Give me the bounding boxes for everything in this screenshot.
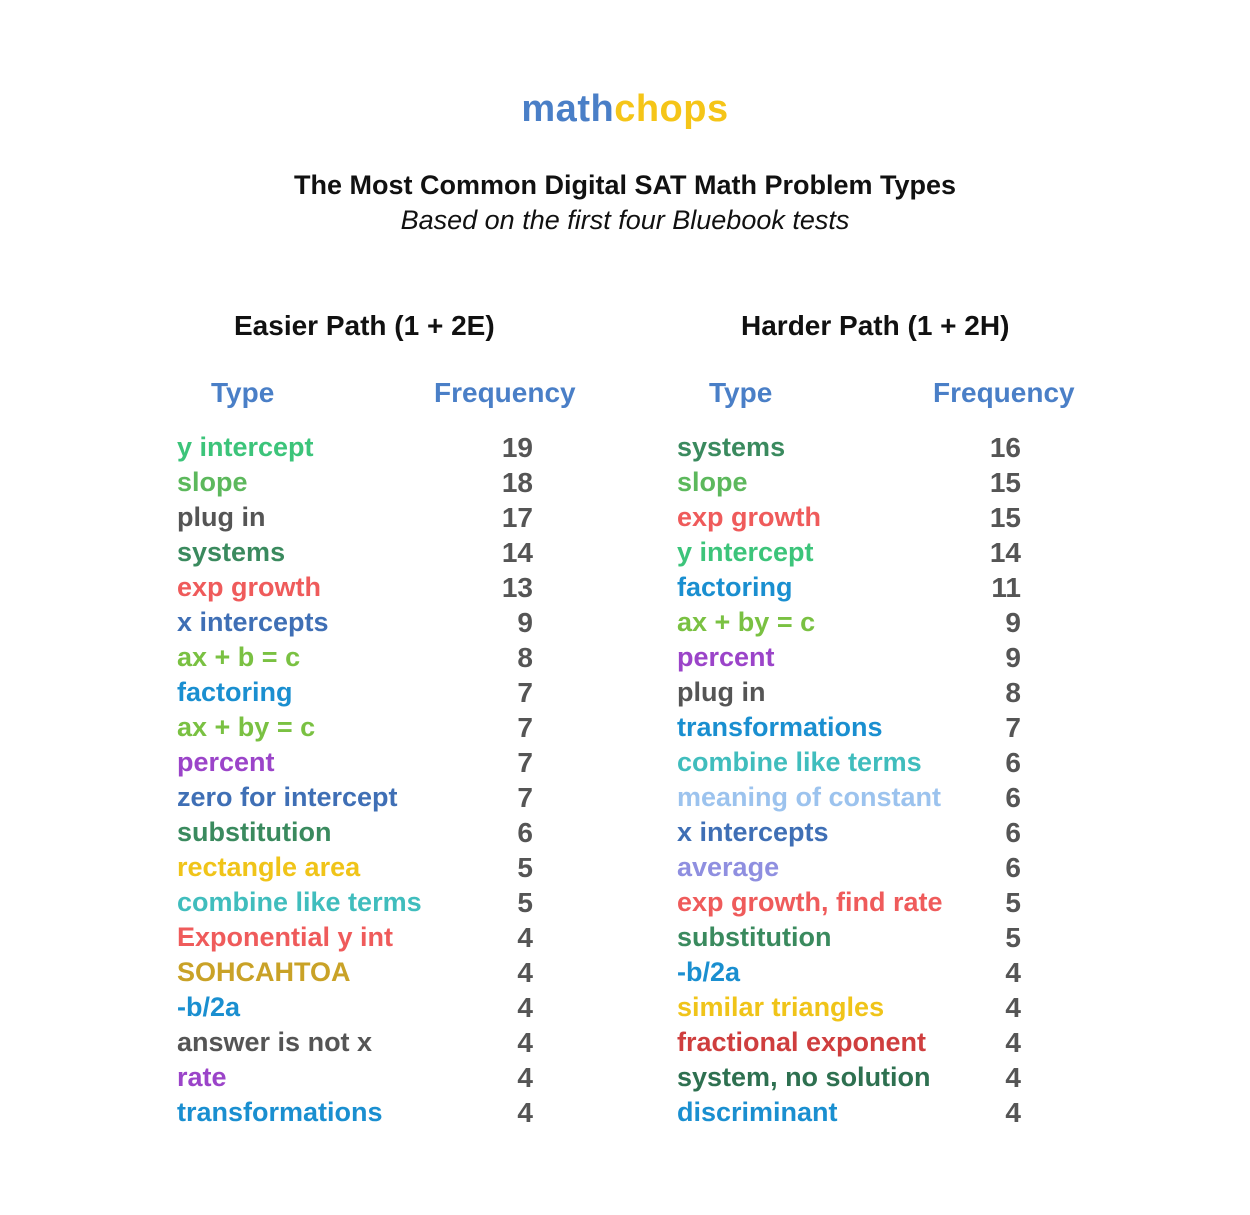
problem-type: transformations [177, 1097, 383, 1127]
table-row [177, 605, 537, 640]
table-row [177, 885, 537, 920]
frequency-value: 7 [517, 747, 533, 778]
table-row [177, 1095, 537, 1130]
problem-type: slope [677, 467, 748, 497]
problem-type: combine like terms [177, 887, 422, 917]
table-row [177, 920, 537, 955]
table-row [677, 465, 1037, 500]
problem-type: answer is not x [177, 1027, 373, 1057]
logo [0, 88, 1250, 131]
frequency-value: 9 [1005, 642, 1021, 673]
table-row [677, 850, 1037, 885]
frequency-value: 4 [1005, 1062, 1021, 1093]
table-row [677, 570, 1037, 605]
frequency-value: 8 [1005, 677, 1021, 708]
problem-type: discriminant [677, 1097, 838, 1127]
table-row [677, 710, 1037, 745]
table-row [677, 535, 1037, 570]
easier-path-table [177, 430, 537, 1130]
table-row [677, 815, 1037, 850]
table-row [677, 1060, 1037, 1095]
frequency-value: 15 [989, 467, 1021, 498]
frequency-value: 4 [1005, 957, 1021, 988]
table-row [177, 815, 537, 850]
problem-type: substitution [177, 817, 332, 847]
problem-type: SOHCAHTOA [177, 957, 351, 987]
table-row [177, 850, 537, 885]
problem-type: plug in [177, 502, 266, 532]
page-title: The Most Common Digital SAT Math Problem Types [293, 170, 957, 200]
frequency-value: 4 [517, 1027, 533, 1058]
table-row [677, 1095, 1037, 1130]
frequency-value: 14 [989, 537, 1021, 568]
problem-type: Exponential y int [177, 922, 394, 952]
easier-frequency-header: Frequency [434, 377, 576, 408]
table-row [677, 1025, 1037, 1060]
frequency-value: 5 [1005, 887, 1021, 918]
problem-type: fractional exponent [677, 1027, 927, 1057]
table-row [177, 675, 537, 710]
harder-path-table [677, 430, 1037, 1130]
harder-type-header: Type [709, 377, 773, 408]
table-row [677, 430, 1037, 465]
table-row [177, 465, 537, 500]
table-row [677, 640, 1037, 675]
table-row [177, 745, 537, 780]
table-row [177, 1060, 537, 1095]
frequency-value: 5 [517, 887, 533, 918]
frequency-value: 4 [517, 922, 533, 953]
problem-type: combine like terms [677, 747, 922, 777]
problem-type: x intercepts [177, 607, 329, 637]
frequency-value: 5 [1005, 922, 1021, 953]
table-row [177, 500, 537, 535]
problem-type: slope [177, 467, 248, 497]
problem-type: exp growth [177, 572, 322, 602]
frequency-value: 9 [517, 607, 533, 638]
frequency-value: 4 [1005, 1097, 1021, 1128]
problem-type: y intercept [177, 432, 314, 462]
table-row [677, 500, 1037, 535]
frequency-value: 16 [989, 432, 1021, 463]
frequency-value: 4 [517, 957, 533, 988]
table-row [177, 535, 537, 570]
table-row [177, 570, 537, 605]
problem-type: zero for intercept [177, 782, 398, 812]
table-row [677, 885, 1037, 920]
frequency-value: 4 [1005, 1027, 1021, 1058]
table-row [177, 990, 537, 1025]
frequency-value: 8 [517, 642, 533, 673]
table-row [677, 745, 1037, 780]
frequency-value: 7 [517, 712, 533, 743]
table-row [677, 955, 1037, 990]
problem-type: factoring [177, 677, 293, 707]
problem-type: system, no solution [677, 1062, 931, 1092]
frequency-value: 6 [517, 817, 533, 848]
easier-path-heading: Easier Path (1 + 2E) [234, 310, 495, 341]
problem-type: transformations [677, 712, 883, 742]
frequency-value: 9 [1005, 607, 1021, 638]
problem-type: average [677, 852, 780, 882]
problem-type: exp growth [677, 502, 822, 532]
table-row [677, 920, 1037, 955]
problem-type: systems [177, 537, 286, 567]
problem-type: rectangle area [177, 852, 361, 882]
logo-chops: chops [614, 88, 729, 130]
problem-type: -b/2a [177, 992, 241, 1022]
problem-type: rate [177, 1062, 227, 1092]
frequency-value: 4 [1005, 992, 1021, 1023]
problem-type: x intercepts [677, 817, 829, 847]
problem-type: percent [177, 747, 275, 777]
table-row [177, 710, 537, 745]
frequency-value: 17 [501, 502, 533, 533]
frequency-value: 19 [501, 432, 533, 463]
table-row [177, 955, 537, 990]
harder-path-heading: Harder Path (1 + 2H) [741, 310, 1010, 341]
frequency-value: 15 [989, 502, 1021, 533]
problem-type: -b/2a [677, 957, 741, 987]
frequency-value: 7 [517, 782, 533, 813]
frequency-value: 18 [501, 467, 533, 498]
problem-type: factoring [677, 572, 793, 602]
frequency-value: 6 [1005, 747, 1021, 778]
frequency-value: 7 [1005, 712, 1021, 743]
problem-type: y intercept [677, 537, 814, 567]
table-row [677, 605, 1037, 640]
table-row [177, 1025, 537, 1060]
table-row [677, 990, 1037, 1025]
frequency-value: 11 [991, 572, 1021, 603]
problem-type: ax + by = c [177, 712, 316, 742]
frequency-value: 4 [517, 1062, 533, 1093]
problem-type: systems [677, 432, 786, 462]
table-row [677, 675, 1037, 710]
frequency-value: 14 [501, 537, 533, 568]
problem-type: percent [677, 642, 775, 672]
frequency-value: 4 [517, 1097, 533, 1128]
problem-type: ax + b = c [177, 642, 301, 672]
frequency-value: 6 [1005, 852, 1021, 883]
problem-type: exp growth, find rate [677, 887, 943, 917]
table-row [177, 430, 537, 465]
problem-type: ax + by = c [677, 607, 816, 637]
easier-type-header: Type [211, 377, 275, 408]
harder-frequency-header: Frequency [933, 377, 1075, 408]
table-row [177, 780, 537, 815]
frequency-value: 7 [517, 677, 533, 708]
problem-type: similar triangles [677, 992, 885, 1022]
problem-type: substitution [677, 922, 832, 952]
problem-type: meaning of constant [677, 782, 942, 812]
frequency-value: 13 [501, 572, 533, 603]
frequency-value: 5 [517, 852, 533, 883]
logo-math: math [521, 88, 615, 130]
table-row [177, 640, 537, 675]
page-subtitle: Based on the first four Bluebook tests [400, 205, 850, 235]
frequency-value: 6 [1005, 817, 1021, 848]
problem-type: plug in [677, 677, 766, 707]
frequency-value: 6 [1005, 782, 1021, 813]
frequency-value: 4 [517, 992, 533, 1023]
table-row [677, 780, 1037, 815]
